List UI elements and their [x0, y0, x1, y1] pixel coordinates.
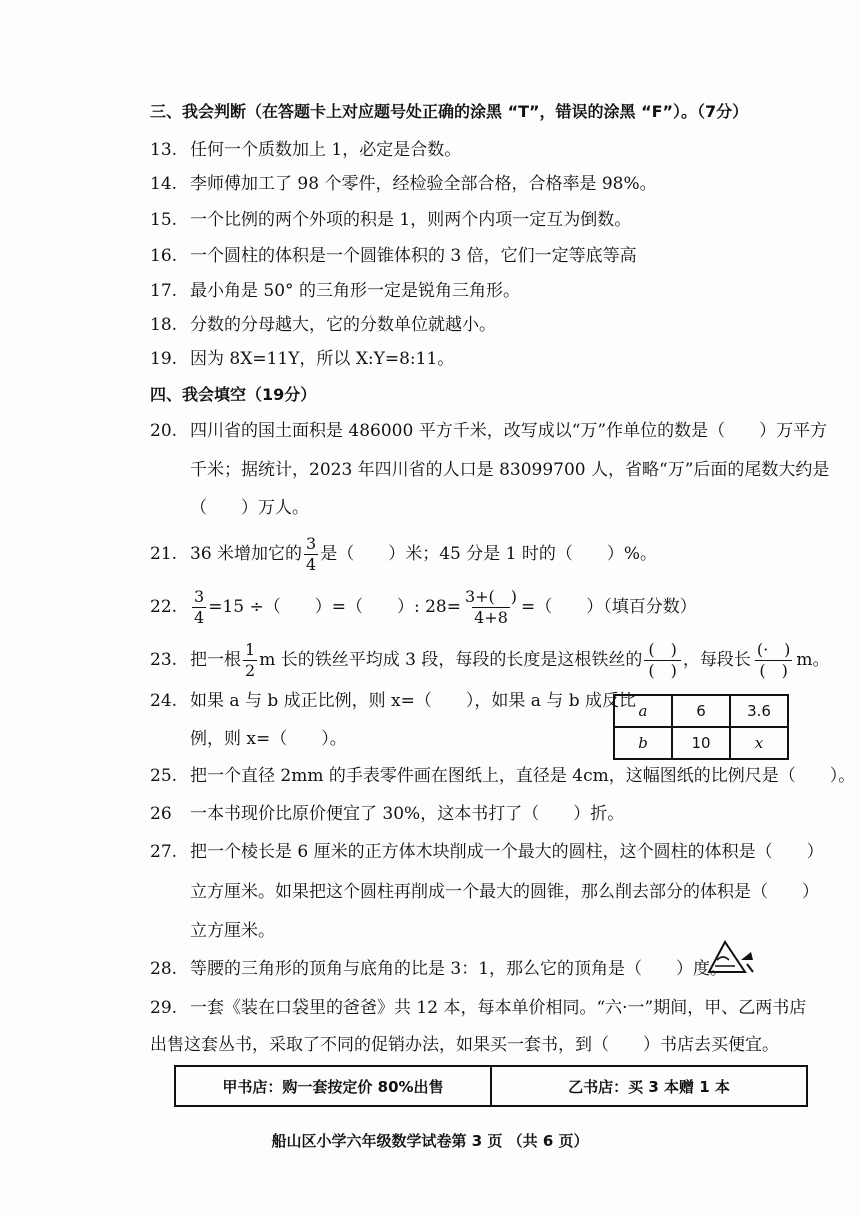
question-27-line2: 立方厘米。如果把这个圆柱再削成一个最大的圆锥，那么削去部分的体积是（ ） — [190, 882, 819, 902]
fraction-blank — [753, 642, 795, 679]
question-14 — [150, 172, 657, 196]
question-13 — [150, 138, 461, 162]
question-20-line3: （ ）万人。 — [190, 498, 309, 518]
promo-store-b: 乙书店：买 3 本赠 1 本 — [490, 1067, 806, 1105]
question-text: =15 ÷（ ）=（ ）: 28= — [208, 597, 461, 617]
question-number: 28. — [150, 959, 178, 979]
question-15 — [150, 208, 631, 232]
question-text: 把一根 — [190, 650, 241, 670]
question-20 — [150, 419, 827, 443]
question-17 — [150, 279, 520, 303]
fraction-numerator: 3+( ) — [464, 587, 518, 606]
question-24 — [150, 689, 636, 713]
question-text: 因为 8X=11Y，所以 X:Y=8:11。 — [190, 349, 455, 369]
fraction-numerator: ( ) — [648, 640, 677, 659]
fraction-denominator: ( ) — [755, 660, 792, 679]
question-19 — [150, 347, 454, 371]
question-number: 21. — [150, 544, 178, 564]
section4-title: 四、我会填空（19分） — [150, 385, 317, 404]
fraction-denominator: 2 — [245, 661, 256, 680]
table-row — [614, 727, 788, 759]
question-text: 一本书现价比原价便宜了 30%，这本书打了（ ）折。 — [190, 804, 625, 824]
question-text: 一个比例的两个外项的积是 1，则两个内项一定互为倒数。 — [190, 210, 632, 230]
promotion-table — [174, 1065, 808, 1107]
section3-title: 三、我会判断（在答题卡上对应题号处正确的涂黑 “T”，错误的涂黑 “F”）。（7分） — [150, 102, 749, 121]
promo-store-a: 甲书店：购一套按定价 80%出售 — [222, 1077, 444, 1096]
fraction-numerator: 1 — [245, 640, 256, 659]
question-29 — [150, 996, 806, 1020]
fraction-numerator: (· ) — [756, 640, 791, 659]
question-number: 16. — [150, 246, 178, 266]
table-cell: x — [730, 727, 788, 759]
ratio-table — [613, 694, 789, 760]
question-27 — [150, 840, 824, 864]
fraction-denominator: 4 — [194, 608, 205, 627]
question-number: 26 — [150, 804, 172, 824]
question-text: 如果 a 与 b 成正比例，则 x=（ ），如果 a 与 b 成反比 — [190, 691, 637, 711]
question-number: 14. — [150, 174, 178, 194]
question-text: 一个圆柱的体积是一个圆锥体积的 3 倍，它们一定等底等高 — [190, 246, 637, 266]
watermark-logo-icon — [705, 940, 757, 976]
question-text: 36 米增加它的 — [190, 544, 303, 564]
table-cell: b — [614, 727, 672, 759]
question-22 — [150, 589, 697, 626]
table-row — [614, 695, 788, 727]
fraction-denominator: 4 — [306, 555, 317, 574]
fraction-blank — [644, 642, 681, 679]
question-number: 13. — [150, 140, 178, 160]
page-footer: 船山区小学六年级数学试卷第 3 页 （共 6 页） — [271, 1132, 589, 1150]
question-text: 一套《装在口袋里的爸爸》共 12 本，每本单价相同。“六·一”期间，甲、乙两书店 — [190, 998, 807, 1018]
question-text: 分数的分母越大，它的分数单位就越小。 — [190, 315, 496, 335]
question-25 — [150, 764, 855, 788]
question-text: 等腰的三角形的顶角与底角的比是 3：1，那么它的顶角是（ ）度。 — [190, 959, 728, 979]
question-16 — [150, 244, 637, 268]
fraction — [243, 642, 257, 679]
question-23 — [150, 642, 830, 679]
question-18 — [150, 313, 496, 337]
unit-text: m。 — [796, 650, 830, 670]
question-number: 20. — [150, 421, 178, 441]
question-text: 把一个棱长是 6 厘米的正方体木块削成一个最大的圆柱，这个圆柱的体积是（ ） — [190, 842, 824, 862]
question-text: 最小角是 50° 的三角形一定是锐角三角形。 — [190, 281, 520, 301]
fraction-denominator: 4+8 — [474, 608, 508, 627]
question-text: ，每段长 — [682, 650, 751, 670]
question-21 — [150, 536, 657, 573]
question-20-line2: 千米；据统计，2023 年四川省的人口是 83099700 人，省略“万”后面的尾数大约是 — [190, 460, 830, 480]
table-cell: 3.6 — [730, 695, 788, 727]
question-text: =（ ）（填百分数） — [521, 597, 697, 617]
question-number: 22. — [150, 597, 178, 617]
table-cell: 10 — [672, 727, 730, 759]
fraction — [304, 536, 318, 573]
question-number: 19. — [150, 349, 178, 369]
question-number: 29. — [150, 998, 178, 1018]
question-number: 17. — [150, 281, 178, 301]
table-cell: 6 — [672, 695, 730, 727]
fraction-numerator: 3 — [306, 534, 317, 553]
question-number: 18. — [150, 315, 178, 335]
question-27-line3: 立方厘米。 — [190, 921, 275, 941]
question-number: 25. — [150, 766, 178, 786]
fraction — [192, 589, 206, 626]
question-24-line2: 例，则 x=（ ）。 — [190, 729, 347, 749]
question-number: 23. — [150, 650, 178, 670]
fraction-denominator: ( ) — [644, 660, 681, 679]
question-text: 李师傅加工了 98 个零件，经检验全部合格，合格率是 98%。 — [190, 174, 657, 194]
question-26 — [150, 802, 624, 826]
question-28 — [150, 957, 727, 981]
fraction-numerator: 3 — [194, 587, 205, 606]
question-text: 四川省的国土面积是 486000 平方千米，改写成以“万”作单位的数是（ ）万平方 — [190, 421, 828, 441]
fraction — [463, 589, 519, 626]
question-number: 24. — [150, 691, 178, 711]
question-text: m 长的铁丝平均成 3 段，每段的长度是这根铁丝的 — [259, 650, 643, 670]
table-cell: a — [614, 695, 672, 727]
question-number: 27. — [150, 842, 178, 862]
question-text: 是（ ）米；45 分是 1 时的（ ）%。 — [320, 544, 658, 564]
question-number: 15. — [150, 210, 178, 230]
question-text: 任何一个质数加上 1，必定是合数。 — [190, 140, 462, 160]
question-text: 把一个直径 2mm 的手表零件画在图纸上，直径是 4cm，这幅图纸的比例尺是（ ）。 — [190, 766, 856, 786]
question-29-line2: 出售这套丛书，采取了不同的促销办法，如果买一套书，到（ ）书店去买便宜。 — [150, 1035, 779, 1055]
